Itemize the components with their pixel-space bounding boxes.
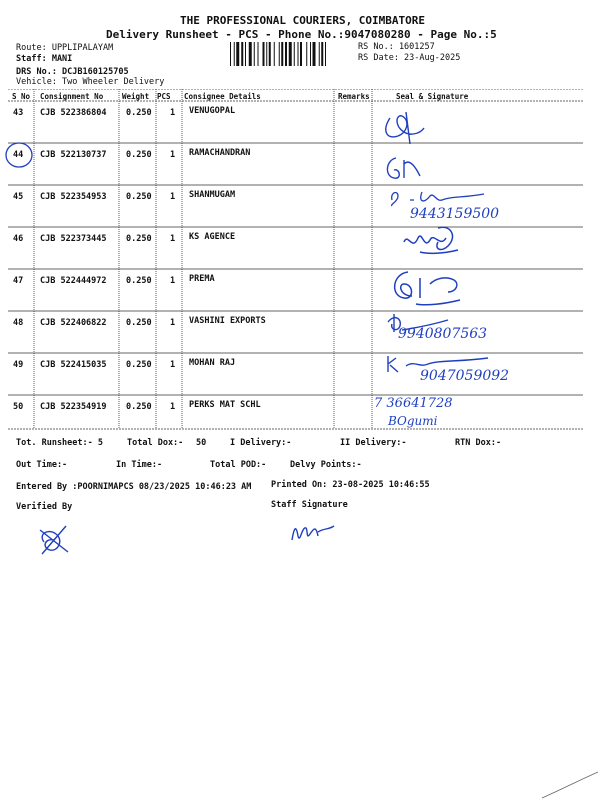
row-consignee: VENUGOPAL xyxy=(189,106,236,116)
col-header-consignment: Consignment No xyxy=(40,92,104,101)
ii-delivery: II Delivery:- xyxy=(340,438,407,448)
vehicle-label: Vehicle: Two Wheeler Delivery xyxy=(16,77,165,87)
col-header-consignee: Consignee Details xyxy=(184,92,261,101)
i-delivery: I Delivery:- xyxy=(230,438,292,448)
row-consignment: CJB 522444972 xyxy=(40,276,107,286)
barcode-bar xyxy=(281,42,283,66)
barcode-bar xyxy=(279,42,280,66)
row-consignment: CJB 522386804 xyxy=(40,108,107,118)
row-weight: 0.250 xyxy=(126,360,152,370)
row-sno: 43 xyxy=(13,108,24,118)
row-sno: 46 xyxy=(13,234,24,244)
handwritten-phone: 9940807563 xyxy=(398,326,488,342)
row-pcs: 1 xyxy=(170,108,176,118)
row-weight: 0.250 xyxy=(126,318,152,328)
barcode-bar xyxy=(269,42,271,66)
barcode-bar xyxy=(236,42,239,66)
row-pcs: 1 xyxy=(170,150,176,160)
staff-signature-label: Staff Signature xyxy=(271,500,348,510)
row-sno: 50 xyxy=(13,402,24,412)
barcode-bar xyxy=(254,42,255,66)
row-weight: 0.250 xyxy=(126,192,152,202)
total-pod: Total POD:- xyxy=(210,460,267,470)
barcode-bar xyxy=(249,42,252,66)
signature-scribble xyxy=(386,266,470,310)
row-weight: 0.250 xyxy=(126,276,152,286)
row-consignment: CJB 522415035 xyxy=(40,360,107,370)
row-sno: 44 xyxy=(13,150,24,160)
signature-scribble xyxy=(380,108,430,148)
col-header-remarks: Remarks xyxy=(338,92,370,101)
signature-scribble xyxy=(398,222,468,258)
row-consignment: CJB 522373445 xyxy=(40,234,107,244)
row-consignment: CJB 522354919 xyxy=(40,402,107,412)
row-pcs: 1 xyxy=(170,234,176,244)
col-header-signature: Seal & Signature xyxy=(396,92,469,101)
rs-date: RS Date: 23-Aug-2025 xyxy=(358,53,461,63)
total-dox-value: 50 xyxy=(196,438,207,448)
company-name: THE PROFESSIONAL COURIERS, COIMBATORE xyxy=(180,14,426,27)
row-consignee: RAMACHANDRAN xyxy=(189,148,251,158)
row-weight: 0.250 xyxy=(126,150,152,160)
barcode-bar xyxy=(298,42,299,66)
page-crease-mark xyxy=(540,770,600,800)
row-sno: 48 xyxy=(13,318,24,328)
verified-by: Verified By xyxy=(16,502,73,512)
row-weight: 0.250 xyxy=(126,108,152,118)
barcode-bar xyxy=(319,42,320,66)
barcode xyxy=(230,42,355,66)
barcode-bar xyxy=(258,42,259,66)
barcode-bar xyxy=(289,42,292,66)
staff-label: Staff: MANI xyxy=(16,54,73,64)
barcode-bar xyxy=(310,42,311,66)
barcode-bar xyxy=(306,42,307,66)
row-sno: 45 xyxy=(13,192,24,202)
runsheet-subtitle: Delivery Runsheet - PCS - Phone No.:9047080280 - Page No.:5 xyxy=(106,28,497,41)
row-consignee: KS AGENCE xyxy=(189,232,236,242)
delvy-points: Delvy Points:- xyxy=(290,460,362,470)
row-sno: 49 xyxy=(13,360,24,370)
barcode-bar xyxy=(325,42,326,66)
row-consignee: PREMA xyxy=(189,274,215,284)
barcode-bar xyxy=(241,42,243,66)
barcode-bar xyxy=(274,42,275,66)
rtn-dox: RTN Dox:- xyxy=(455,438,502,448)
row-sno: 47 xyxy=(13,276,24,286)
barcode-bar xyxy=(234,42,235,66)
row-consignee: PERKS MAT SCHL xyxy=(189,400,261,410)
rs-number: RS No.: 1601257 xyxy=(358,42,435,52)
barcode-bar xyxy=(266,42,267,66)
signature-scribble xyxy=(388,186,498,208)
verifier-signature xyxy=(34,520,74,560)
handwritten-name: BOgumi xyxy=(388,414,438,428)
total-dox-label: Total Dox:- xyxy=(127,438,184,448)
handwritten-phone: 7 36641728 xyxy=(374,396,453,411)
row-consignee: VASHINI EXPORTS xyxy=(189,316,266,326)
row-weight: 0.250 xyxy=(126,402,152,412)
staff-signature xyxy=(288,518,338,546)
row-consignment: CJB 522354953 xyxy=(40,192,107,202)
col-header-weight: Weight xyxy=(122,92,150,101)
row-consignee: MOHAN RAJ xyxy=(189,358,236,368)
out-time: Out Time:- xyxy=(16,460,68,470)
barcode-bar xyxy=(313,42,316,66)
col-header-pcs: PCS xyxy=(157,92,171,101)
signature-scribble xyxy=(378,150,428,186)
handwritten-phone: 9443159500 xyxy=(410,206,500,222)
row-weight: 0.250 xyxy=(126,234,152,244)
row-pcs: 1 xyxy=(170,402,176,412)
drs-number: DRS No.: DCJB160125705 xyxy=(16,67,129,77)
route-label: Route: UPPLIPALAYAM xyxy=(16,43,114,53)
circled-row-mark xyxy=(3,140,35,170)
tot-runsheet: Tot. Runsheet:- 5 xyxy=(16,438,103,448)
barcode-bar xyxy=(263,42,265,66)
in-time: In Time:- xyxy=(116,460,163,470)
barcode-bar xyxy=(294,42,295,66)
row-pcs: 1 xyxy=(170,276,176,286)
barcode-bar xyxy=(300,42,302,66)
row-consignee: SHANMUGAM xyxy=(189,190,236,200)
entered-by: Entered By :POORNIMAPCS 08/23/2025 10:46:23 AM xyxy=(16,482,252,492)
printed-on: Printed On: 23-08-2025 10:46:55 xyxy=(271,480,430,490)
barcode-bar xyxy=(245,42,246,66)
barcode-bar xyxy=(285,42,287,66)
row-pcs: 1 xyxy=(170,318,176,328)
col-header-sno: S No xyxy=(12,92,31,101)
row-pcs: 1 xyxy=(170,360,176,370)
barcode-bar xyxy=(321,42,323,66)
handwritten-phone: 9047059092 xyxy=(420,368,510,384)
row-consignment: CJB 522130737 xyxy=(40,150,107,160)
row-pcs: 1 xyxy=(170,192,176,202)
barcode-bar xyxy=(230,42,231,66)
row-consignment: CJB 522406822 xyxy=(40,318,107,328)
